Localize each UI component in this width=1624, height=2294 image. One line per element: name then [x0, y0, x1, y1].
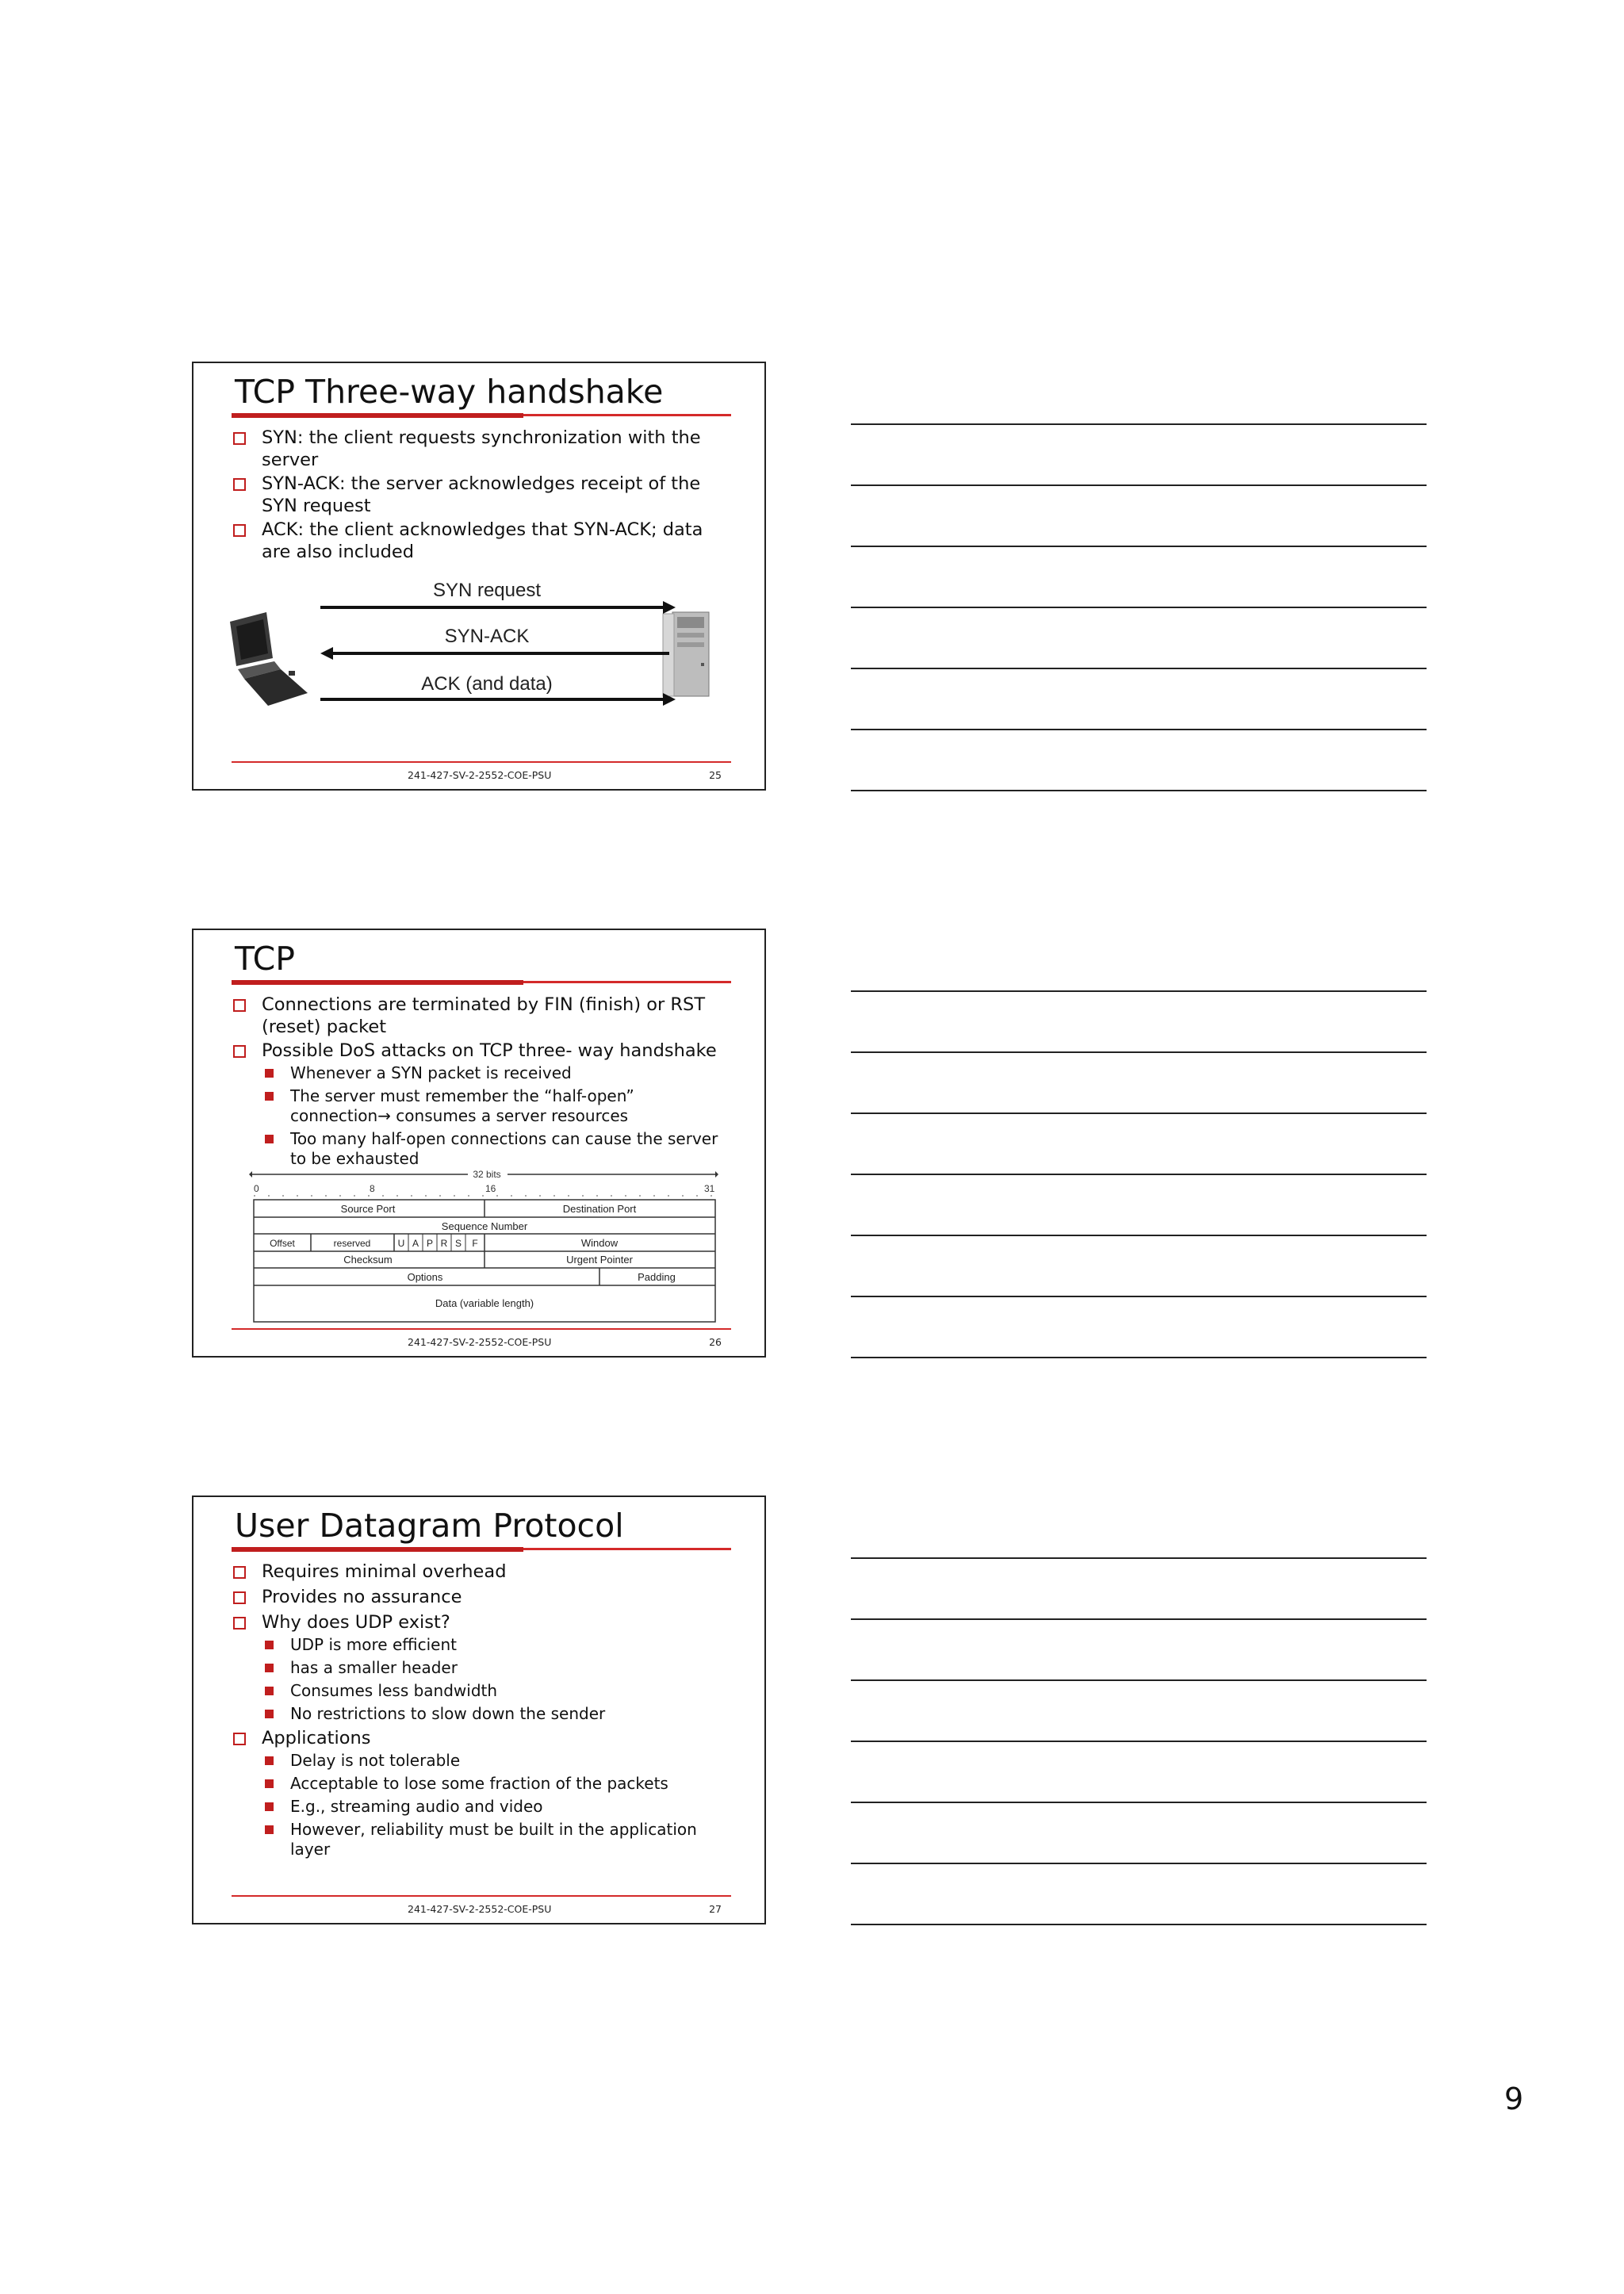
notes-line: [851, 484, 1427, 486]
notes-line: [851, 1802, 1427, 1803]
flag-s: S: [454, 1238, 462, 1249]
tcp-header-diagram: [249, 1166, 725, 1325]
notes-line: [851, 423, 1427, 425]
notes-line: [851, 1357, 1427, 1358]
bullet-list: [233, 427, 725, 565]
bullet-item: Provides no assurance: [233, 1586, 725, 1608]
slide-title: User Datagram Protocol: [235, 1507, 624, 1545]
checksum-field: Checksum: [343, 1254, 393, 1266]
bullet-item: SYN: the client requests synchronization with the server: [233, 427, 725, 471]
footer-rule: [232, 1328, 731, 1330]
filled-square-icon: [265, 1710, 274, 1718]
bit-0-label: 0: [254, 1183, 259, 1194]
notes-line: [851, 1741, 1427, 1742]
slide-title: TCP: [235, 940, 295, 978]
notes-line: [851, 1924, 1427, 1925]
bullet-item: SYN-ACK: the server acknowledges receipt of the SYN request: [233, 473, 725, 517]
slide-25: [192, 362, 766, 791]
offset-field: Offset: [270, 1238, 295, 1249]
sub-bullet-item: E.g., streaming audio and video: [233, 1797, 725, 1817]
slide-title: TCP Three-way handshake: [235, 373, 664, 411]
sub-bullet-item: However, reliability must be built in the application layer: [233, 1820, 725, 1859]
bullet-item: Applications: [233, 1727, 725, 1749]
sub-bullet-item: UDP is more efficient: [233, 1635, 725, 1655]
bullet-list: [233, 1561, 725, 1863]
hollow-square-icon: [233, 1617, 246, 1630]
filled-square-icon: [265, 1641, 274, 1649]
data-field: Data (variable length): [435, 1297, 534, 1309]
destination-port-field: Destination Port: [562, 1203, 637, 1215]
filled-square-icon: [265, 1825, 274, 1834]
notes-line: [851, 1863, 1427, 1864]
footer-rule: [232, 1895, 731, 1897]
slide-27: [192, 1496, 766, 1924]
footer-text: 241-427-SV-2-2552-COE-PSU: [408, 1903, 552, 1915]
notes-line: [851, 1235, 1427, 1236]
filled-square-icon: [265, 1135, 274, 1143]
hollow-square-icon: [233, 1733, 246, 1745]
ack-label: ACK (and data): [421, 673, 553, 695]
sub-bullet-item: Too many half-open connections can cause the server to be exhausted: [233, 1129, 725, 1169]
footer-text: 241-427-SV-2-2552-COE-PSU: [408, 1336, 552, 1348]
syn-request-label: SYN request: [432, 580, 542, 601]
footer-rule: [232, 761, 731, 763]
bit-8-label: 8: [370, 1183, 375, 1194]
notes-line: [851, 790, 1427, 791]
slide-number: 26: [709, 1336, 722, 1348]
sub-bullet-item: Acceptable to lose some fraction of the packets: [233, 1774, 725, 1794]
hollow-square-icon: [233, 1566, 246, 1579]
filled-square-icon: [265, 1779, 274, 1788]
footer-text: 241-427-SV-2-2552-COE-PSU: [408, 769, 552, 781]
slide-26: [192, 929, 766, 1358]
filled-square-icon: [265, 1069, 274, 1078]
flag-a: A: [412, 1238, 419, 1249]
options-field: Options: [407, 1271, 443, 1283]
notes-line: [851, 1051, 1427, 1053]
filled-square-icon: [265, 1802, 274, 1811]
sub-bullet-item: No restrictions to slow down the sender: [233, 1704, 725, 1724]
window-field: Window: [580, 1237, 619, 1249]
sub-bullet-item: Whenever a SYN packet is received: [233, 1063, 725, 1083]
flag-f: F: [472, 1238, 478, 1249]
bits-label: 32 bits: [473, 1169, 501, 1180]
sub-bullet-item: Delay is not tolerable: [233, 1751, 725, 1771]
page-number: 9: [1504, 2081, 1524, 2116]
notes-line: [851, 990, 1427, 992]
bullet-item: Possible DoS attacks on TCP three- way handshake: [233, 1040, 725, 1062]
notes-line: [851, 1679, 1427, 1681]
bullet-item: Connections are terminated by FIN (finish) or RST (reset) packet: [233, 994, 725, 1038]
sub-bullet-item: The server must remember the “half-open” connection→ consumes a server resources: [233, 1086, 725, 1126]
urgent-pointer-field: Urgent Pointer: [566, 1254, 633, 1266]
notes-line: [851, 1557, 1427, 1559]
padding-field: Padding: [638, 1271, 676, 1283]
hollow-square-icon: [233, 1045, 246, 1058]
notes-line: [851, 668, 1427, 669]
client-computer-icon: [230, 612, 308, 706]
bit-31-label: 31: [704, 1183, 715, 1194]
source-port-field: Source Port: [340, 1203, 396, 1215]
hollow-square-icon: [233, 1591, 246, 1604]
notes-line: [851, 1174, 1427, 1175]
notes-line: [851, 729, 1427, 730]
title-rule-accent: [232, 413, 523, 418]
sequence-number-field: Sequence Number: [441, 1220, 528, 1232]
handshake-diagram: [225, 576, 733, 718]
bit-16-label: 16: [485, 1183, 496, 1194]
hollow-square-icon: [233, 432, 246, 445]
flag-p: P: [426, 1238, 434, 1249]
notes-line: [851, 1618, 1427, 1620]
hollow-square-icon: [233, 999, 246, 1012]
filled-square-icon: [265, 1756, 274, 1765]
syn-ack-arrow: [320, 647, 669, 660]
hollow-square-icon: [233, 524, 246, 537]
sub-bullet-item: has a smaller header: [233, 1658, 725, 1678]
bullet-item: Why does UDP exist?: [233, 1611, 725, 1633]
slide-number: 27: [709, 1903, 722, 1915]
slide-number: 25: [709, 769, 722, 781]
hollow-square-icon: [233, 478, 246, 491]
reserved-field: reserved: [333, 1238, 371, 1249]
notes-line: [851, 1296, 1427, 1297]
syn-arrow: [320, 601, 676, 614]
title-rule-accent: [232, 1547, 523, 1552]
notes-line: [851, 546, 1427, 547]
flag-r: R: [440, 1238, 448, 1249]
bullet-item: Requires minimal overhead: [233, 1561, 725, 1583]
flag-u: U: [397, 1238, 405, 1249]
bullet-item: ACK: the client acknowledges that SYN-ACK; data are also included: [233, 519, 725, 563]
server-icon: [663, 612, 709, 696]
syn-ack-label: SYN-ACK: [444, 626, 530, 647]
bullet-list: [233, 994, 725, 1172]
filled-square-icon: [265, 1092, 274, 1101]
notes-line: [851, 607, 1427, 608]
sub-bullet-item: Consumes less bandwidth: [233, 1681, 725, 1701]
notes-line: [851, 1113, 1427, 1114]
ack-arrow: [320, 693, 676, 706]
filled-square-icon: [265, 1687, 274, 1695]
filled-square-icon: [265, 1664, 274, 1672]
title-rule-accent: [232, 980, 523, 985]
